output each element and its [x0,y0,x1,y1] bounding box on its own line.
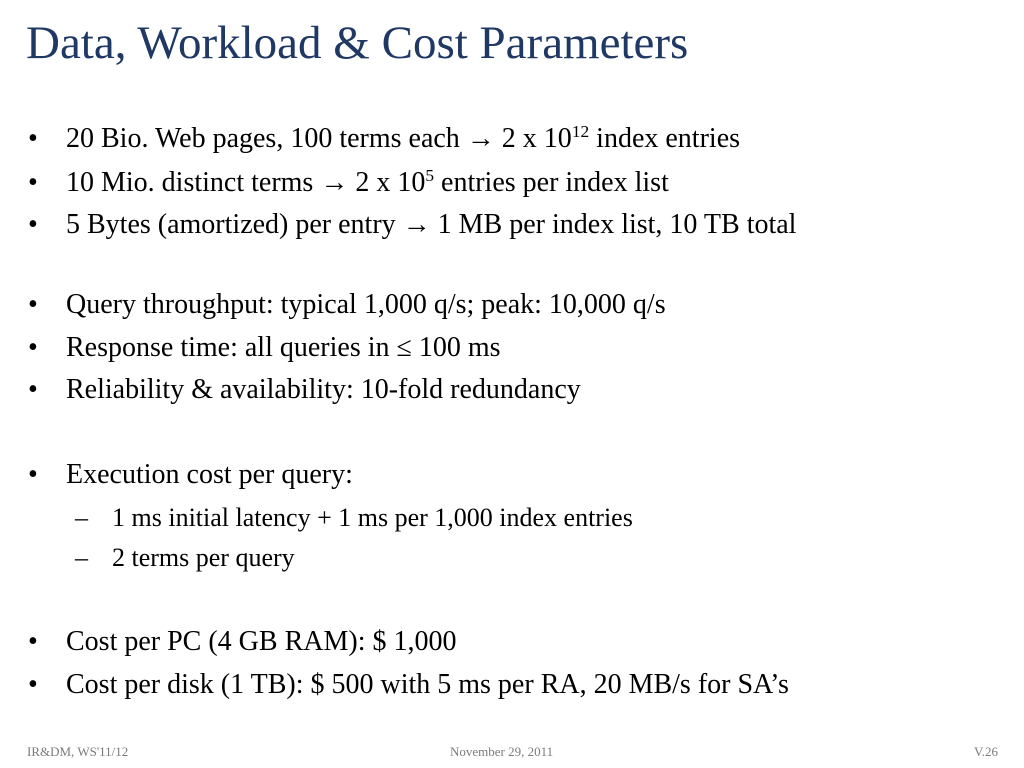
exponent: 12 [571,122,590,142]
bullet-marker: • [28,459,38,490]
bullet-marker: • [28,289,38,320]
bullet-text [66,166,669,200]
bullet-marker: • [28,374,38,405]
bullet-text-part: 10 Mio. distinct terms → 2 x 10 [66,167,426,198]
bullet-text: Cost per PC (4 GB RAM): $ 1,000 [66,626,457,657]
bullet-marker: • [28,332,38,363]
bullet-marker: • [28,626,38,657]
footer-date: November 29, 2011 [450,744,554,759]
bullet-text: Reliability & availability: 10-fold redundancy [66,374,581,405]
footer-slide-number: V.26 [974,744,998,759]
bullet-marker: • [28,669,38,700]
bullet-text-part: 20 Bio. Web pages, 100 terms each → 2 x 10 [66,123,572,154]
sub-bullet-text: 2 terms per query [112,543,295,572]
slide-title: Data, Workload & Cost Parameters [26,17,689,69]
bullet-text-part: index entries [589,123,741,154]
bullet-text: Query throughput: typical 1,000 q/s; peak: 10,000 q/s [66,289,666,320]
bullet-marker: • [28,167,38,198]
bullet-text: Execution cost per query: [66,459,353,490]
bullet-text [66,122,740,156]
sub-bullet-marker: – [75,543,88,572]
exponent: 5 [425,166,435,186]
footer-course: IR&DM, WS'11/12 [27,744,129,759]
bullet-text: 5 Bytes (amortized) per entry → 1 MB per index list, 10 TB total [66,209,797,240]
bullet-marker: • [28,209,38,240]
sub-bullet-text: 1 ms initial latency + 1 ms per 1,000 index entries [112,503,633,532]
bullet-text-part: entries per index list [434,167,669,198]
sub-bullet-marker: – [75,503,88,532]
bullet-text: Cost per disk (1 TB): $ 500 with 5 ms per RA, 20 MB/s for SA’s [66,669,789,700]
bullet-text: Response time: all queries in ≤ 100 ms [66,332,501,363]
bullet-marker: • [28,123,38,154]
